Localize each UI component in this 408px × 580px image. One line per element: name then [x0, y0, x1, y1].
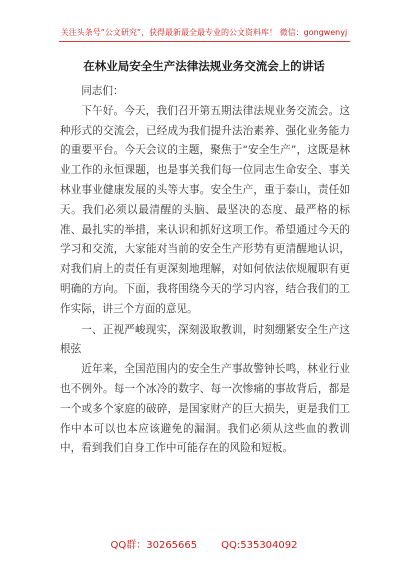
paragraph-intro: 下午好。今天，我们召开第五期法律法规业务交流会。这种形式的交流会，已经成为我们提升法治素养、强化业务能力的重要平台。今天会议的主题，聚焦于“安全生产”，这既是林业工作的永恒课题，也是事关我们每一位同志生命安全、事关林业事业健康发展的头等大事。安全生产，重于泰山，责任如天。我们必须以最清醒的头脑、最坚决的态度、最严格的标准、最扎实的举措，来认识和抓好这项工作。希望通过今天的学习和交流，大家能对当前的安全生产形势有更清醒地认识，对我们肩上的责任有更深刻地理解，对如何依法依规履职有更明确的方向。下面，我将围绕今天的学习内容，结合我们的工作实际，讲三个方面的意见。	[60, 104, 350, 315]
paragraph-section-1: 近年来，全国范围内的安全生产事故警钟长鸣，林业行业也不例外。每一个冰冷的数字、每一次惨痛的事故背后，都是一个或多个家庭的破碎，是国家财产的巨大损失，更是我们工作中本可以也本应该避免的漏洞。我们必须从这些血的教训中，看到我们自身工作中可能存在的风险和短板。	[60, 363, 350, 455]
footer-qq-group: QQ群：30265665	[110, 540, 198, 551]
document-body	[60, 82, 350, 459]
section-heading-1: 一、正视严峻现实，深刻汲取教训，时刻绷紧安全生产这根弦	[60, 323, 350, 356]
greeting: 同志们：	[81, 85, 124, 97]
footer-contact	[0, 536, 408, 551]
header-divider	[59, 41, 350, 42]
document-title: 在林业局安全生产法律法规业务交流会上的讲话	[83, 59, 325, 73]
footer-qq-number: QQ:535304092	[221, 540, 298, 551]
header-note: 关注头条号“公文研究”，获得最新最全最专业的公文资料库！ 微信：gongwenyj	[60, 28, 348, 37]
